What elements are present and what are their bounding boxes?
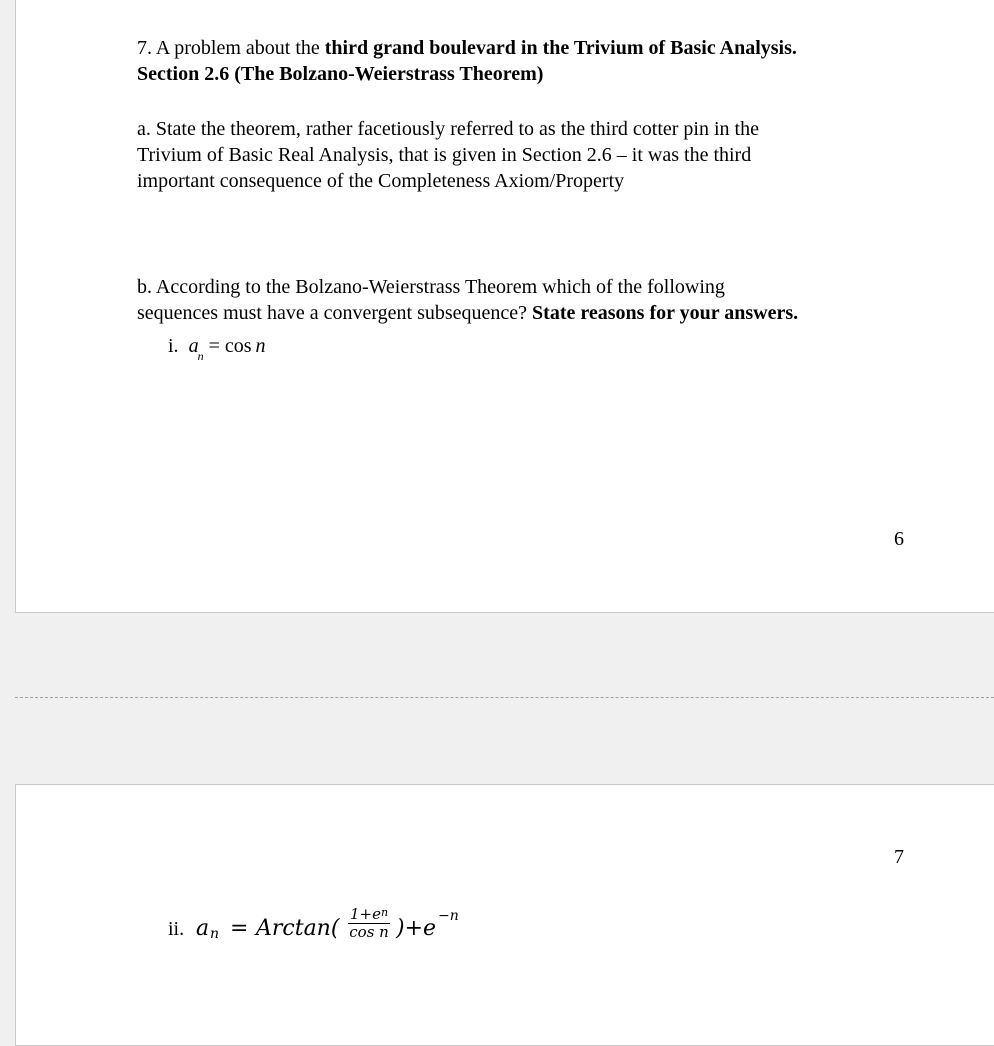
page-7 <box>15 784 994 1046</box>
part-a-text: a. State the theorem, rather facetiously referred to as the third cotter pin in the Trivium of Basic Real Analysis, that is given in Section 2.6 – it was the third important consequence of the Completeness Axiom/Property <box>137 118 759 192</box>
page-number-6: 6 <box>894 528 904 550</box>
page-break-divider <box>15 697 994 698</box>
part-b-text: b. According to the Bolzano-Weierstrass Theorem which of the following sequences must have a convergent subsequence? State reasons for your answers. <box>137 276 799 324</box>
fraction: $\frac{1+e^n}{\text{cos n}}$ <box>349 905 389 941</box>
question-heading: 7. A problem about the third grand boulevard in the Trivium of Basic Analysis. Section 2.6 (The Bolzano-Weierstrass Theorem) <box>137 37 797 85</box>
page-number-7: 7 <box>894 846 904 868</box>
item-i-formula: i. $a_n = \cos n$ <box>168 335 266 363</box>
